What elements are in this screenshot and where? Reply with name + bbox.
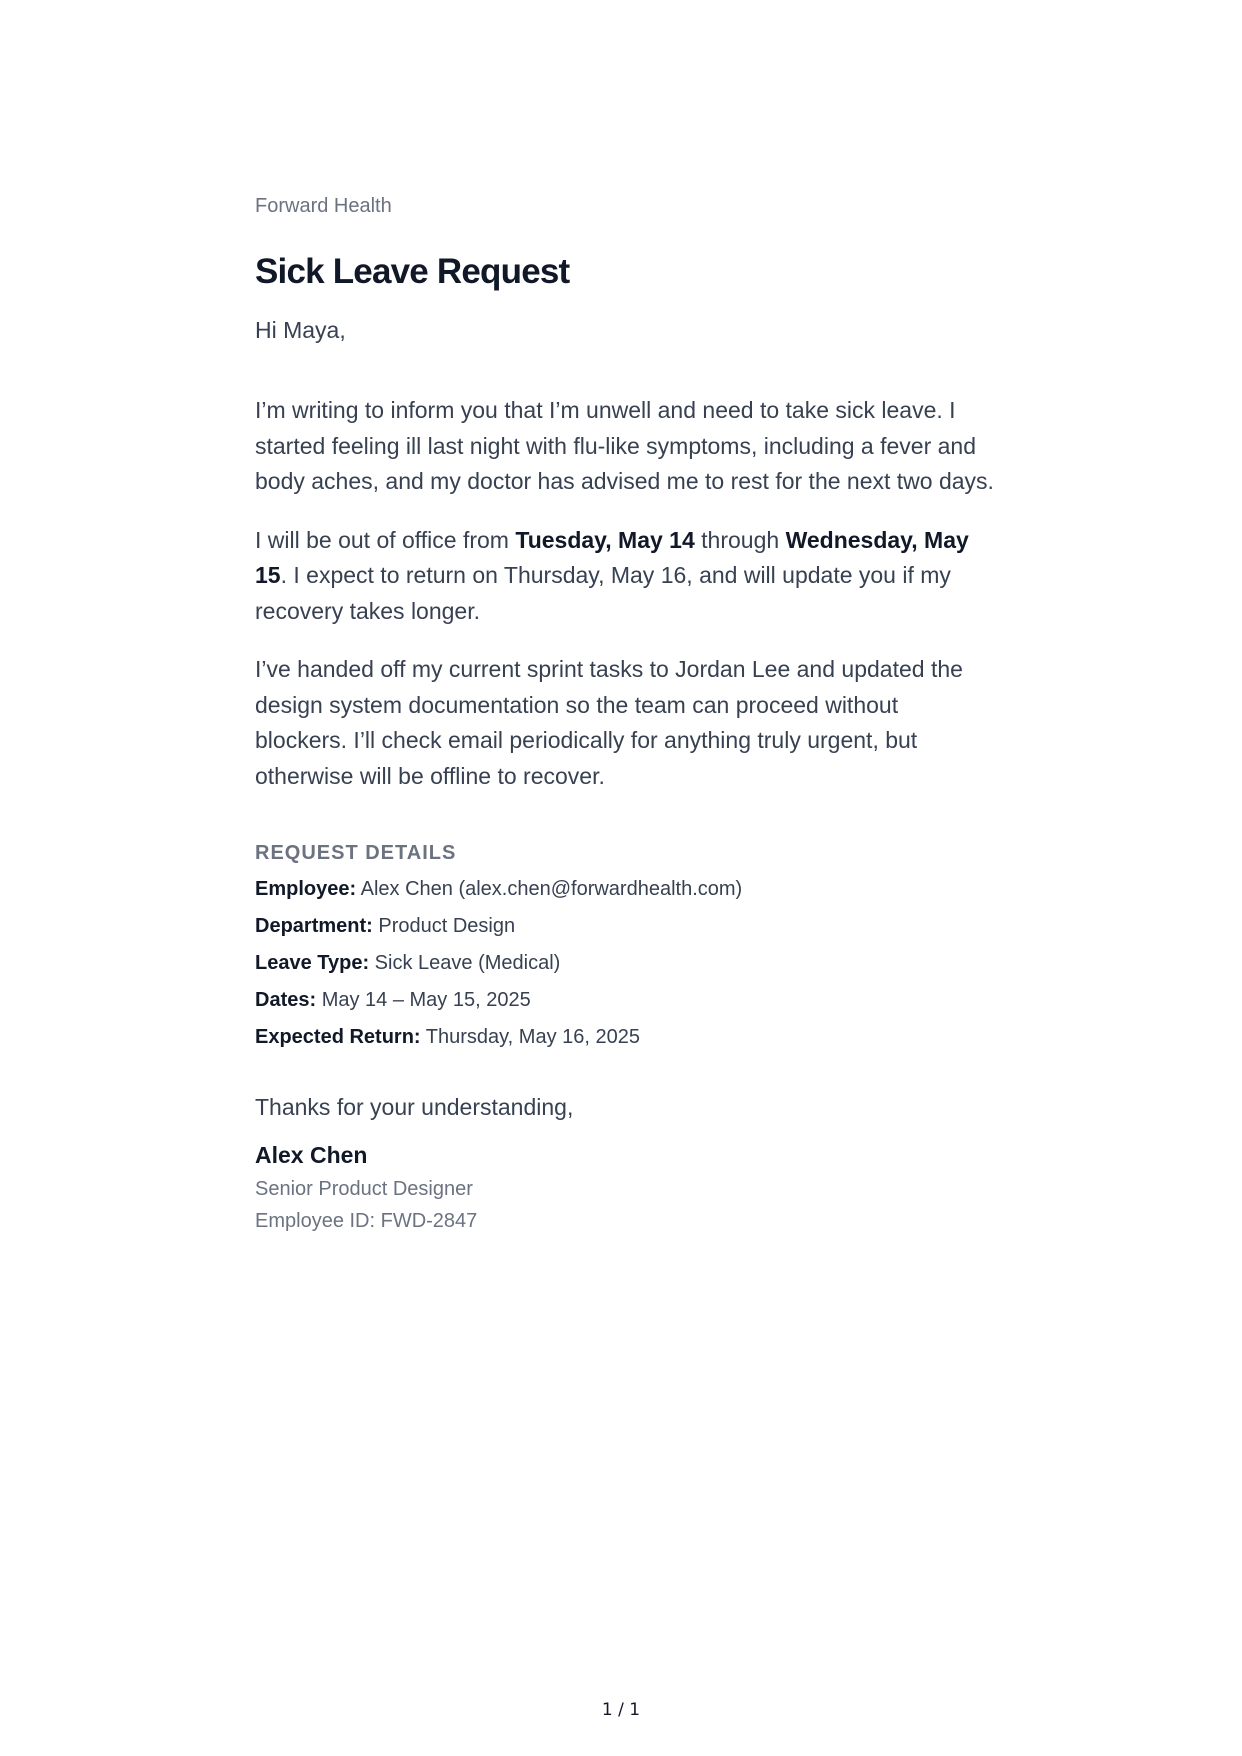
closing-line: Thanks for your understanding, (255, 1094, 574, 1120)
request-details-list (255, 876, 995, 1050)
signature-role: Senior Product Designer (255, 1178, 473, 1200)
greeting: Hi Maya, (255, 317, 346, 343)
organization-name: Forward Health (255, 195, 392, 217)
paragraph-dates-text-a: I will be out of office from (255, 526, 516, 553)
page-indicator: 1 / 1 (601, 1700, 641, 1720)
paragraph-illness: I’m writing to inform you that I’m unwell and need to take sick leave. I started feeling ill last night with flu-like symptoms, including a fever and body aches, and my doctor has advised me to rest for the next two days. (255, 397, 994, 494)
detail-department (255, 913, 995, 939)
start-date-bold: Tuesday, May 14 (515, 526, 695, 553)
signature-employee-id: Employee ID: FWD-2847 (255, 1210, 478, 1232)
detail-value: May 14 – May 15, 2025 (316, 989, 531, 1011)
paragraph-handoff: I’ve handed off my current sprint tasks to Jordan Lee and updated the design system documentation so the team can proceed without blockers. I’ll check email periodically for anything truly urgent, but otherwise will be offline to recover. (255, 656, 963, 789)
document-title: Sick Leave Request (255, 252, 570, 291)
detail-value: Product Design (372, 915, 516, 937)
paragraph-dates-text-c: . I expect to return on Thursday, May 16, and will update you if my recovery takes longer. (255, 562, 951, 624)
detail-leave-type (255, 950, 995, 976)
detail-label: Expected Return: (255, 1026, 421, 1048)
detail-expected-return (255, 1024, 995, 1050)
detail-dates (255, 987, 995, 1013)
detail-value: Sick Leave (Medical) (369, 952, 561, 974)
detail-value: Alex Chen (alex.chen@forwardhealth.com) (356, 878, 743, 900)
end-date-bold: Wednesday, May 15 (255, 526, 969, 588)
detail-employee (255, 876, 995, 902)
signature-name: Alex Chen (255, 1142, 368, 1168)
document-page (255, 193, 995, 1234)
paragraph-dates (255, 523, 995, 630)
detail-label: Leave Type: (255, 952, 370, 974)
paragraph-dates-text-b: through (694, 526, 786, 553)
detail-label: Dates: (255, 989, 317, 1011)
request-details-heading: REQUEST DETAILS (255, 842, 457, 864)
detail-value: Thursday, May 16, 2025 (420, 1026, 640, 1048)
detail-label: Department: (255, 915, 373, 937)
detail-label: Employee: (255, 878, 357, 900)
